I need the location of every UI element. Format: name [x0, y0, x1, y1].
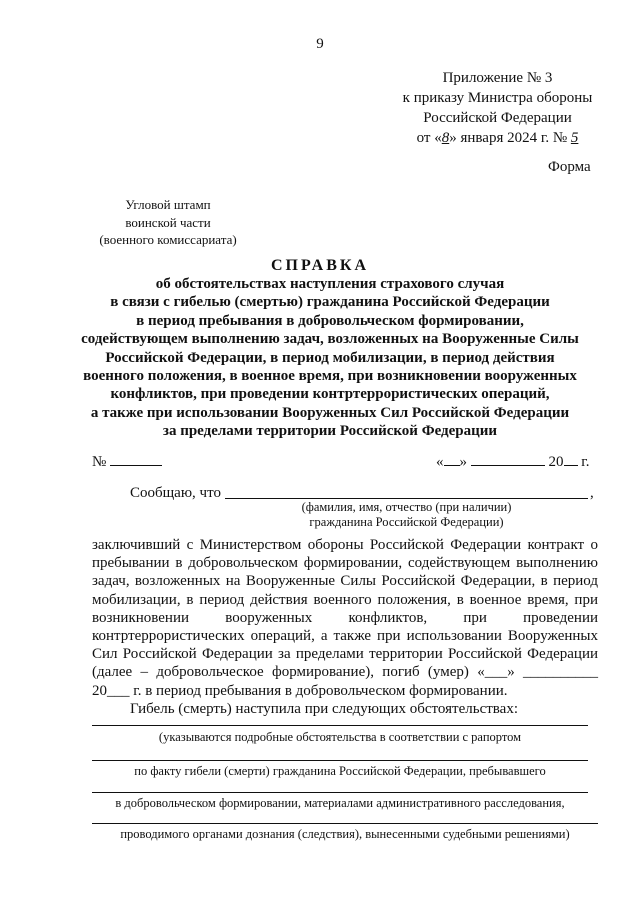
date-open-quote: «: [436, 454, 444, 470]
date-day: 8: [441, 130, 450, 146]
body-paragraph: заключивший с Министерством обороны Российской Федерации контракт о пребывании в добровольческом формировании, содействующем выполнению задач, возложенных на Вооруженные Силы Российской Федерации, в период мобилизации, в период действия военного положения, в военное время, при возникновении вооруженных конфликтов, при проведении контртеррористических операций, а также при использовании Вооруженных Сил Российской Федерации за пределами территории Российской Федерации (далее – добровольческое формирование), погиб (умер) «___» __________ 20___ г. в период пребывания в добровольческом формировании.: [92, 537, 598, 699]
name-caption: (фамилия, имя, отчество (при наличии): [301, 500, 512, 514]
subtitle-line: содействующем выполнению задач, возложенных на Вооруженные Силы: [81, 331, 579, 348]
stamp-line-1: Угловой штамп: [125, 197, 211, 212]
number-blank[interactable]: [110, 451, 162, 466]
date-prefix: от «: [416, 130, 442, 146]
page-number: 9: [316, 36, 324, 52]
subtitle-line: об обстоятельствах наступления страхового случая: [155, 276, 505, 292]
year-suffix: г.: [581, 454, 590, 470]
month-blank[interactable]: [471, 451, 545, 466]
circumstances-caption: в добровольческом формировании, материалами административного расследования,: [115, 796, 565, 810]
stamp-line-2: воинской части: [125, 214, 211, 230]
number-label: №: [92, 454, 107, 470]
circumstances-line[interactable]: [92, 823, 598, 824]
document-date-field: [436, 451, 589, 471]
subtitle-line: в период пребывания в добровольческом формировании,: [136, 312, 524, 329]
corner-stamp-placeholder: [92, 196, 244, 249]
circumstances-line[interactable]: [92, 760, 588, 761]
date-close-quote: »: [459, 454, 467, 470]
circumstances-caption: проводимого органами дознания (следствия), вынесенными судебными решениями): [120, 827, 570, 841]
year-prefix: 20: [548, 454, 564, 470]
stamp-line-3: (военного комиссариата): [99, 232, 237, 247]
name-line[interactable]: [225, 498, 588, 499]
subtitle-line: за пределами территории Российской Федерации: [162, 423, 498, 440]
order-number: 5: [570, 130, 579, 146]
document-title: СПРАВКА: [270, 257, 370, 274]
date-mid: » января 2024 г. №: [449, 130, 568, 146]
appendix-order-line: к приказу Министра обороны: [402, 90, 593, 106]
report-comma: ,: [590, 485, 594, 501]
circumstances-caption: (указываются подробные обстоятельства в соответствии с рапортом: [158, 730, 522, 744]
name-caption-2: гражданина Российской Федерации): [309, 515, 504, 529]
subtitle-line: конфликтов, при проведении контртеррористических операций,: [110, 386, 550, 403]
day-blank[interactable]: [444, 451, 460, 466]
subtitle-line: в связи с гибелью (смертью) гражданина Российской Федерации: [110, 294, 550, 311]
subtitle-line: военного положения, в военное время, при возникновении вооруженных: [83, 368, 577, 385]
body-paragraph-block: [92, 536, 598, 718]
report-label: Сообщаю, что: [130, 485, 221, 501]
document-number-field: [92, 451, 162, 471]
appendix-date-line: [385, 128, 610, 148]
appendix-title: Приложение № 3: [442, 70, 553, 86]
circumstances-line[interactable]: [92, 792, 588, 793]
document-subtitle: [60, 275, 600, 441]
appendix-header: [385, 68, 610, 148]
year-blank[interactable]: [564, 451, 578, 466]
subtitle-line: а также при использовании Вооруженных Сил Российской Федерации: [90, 404, 570, 421]
circumstances-line[interactable]: [92, 725, 588, 726]
circumstances-intro: Гибель (смерть) наступила при следующих обстоятельствах:: [130, 700, 518, 717]
appendix-country-line: Российской Федерации: [423, 110, 572, 126]
form-label: Форма: [548, 159, 591, 175]
circumstances-caption: по факту гибели (смерти) гражданина Российской Федерации, пребывавшего: [134, 764, 546, 778]
subtitle-line: Российской Федерации, в период мобилизации, в период действия: [105, 349, 555, 366]
